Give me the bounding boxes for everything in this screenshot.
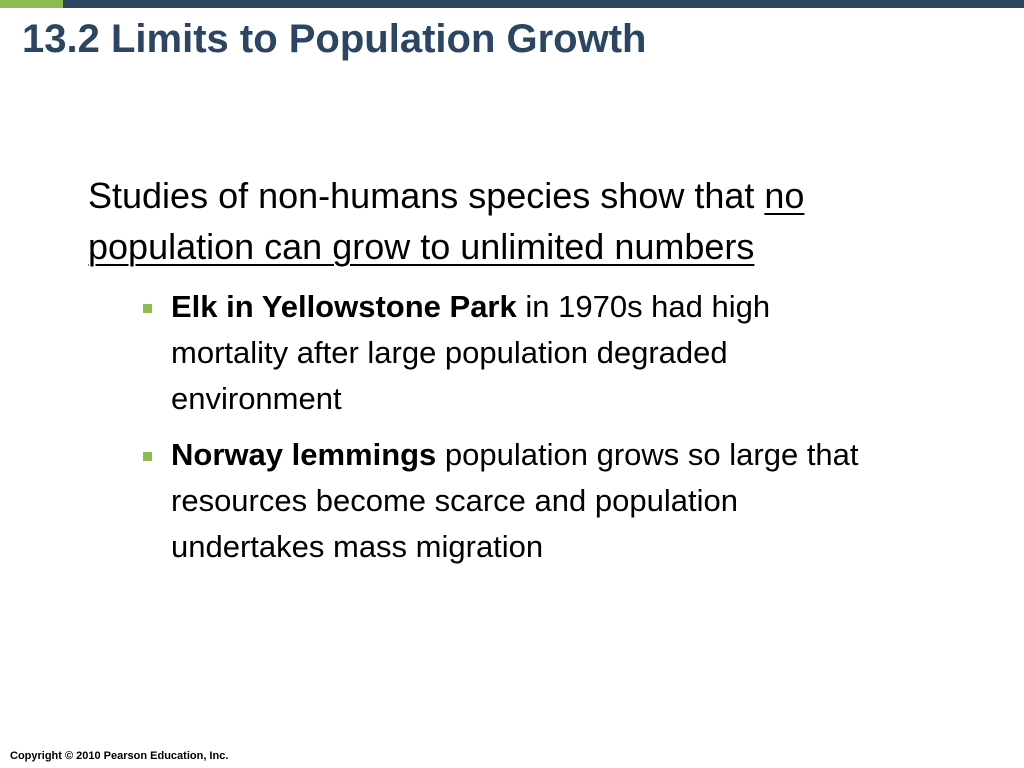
bullet-item-bold: Elk in Yellowstone Park bbox=[171, 289, 517, 324]
slide-body bbox=[88, 170, 968, 580]
main-point bbox=[88, 170, 968, 272]
main-point-text: Studies of non-humans species show that bbox=[88, 175, 765, 216]
bullet-item-lemmings bbox=[88, 432, 868, 570]
main-point-underlined: no population can grow to unlimited numbers bbox=[88, 175, 805, 267]
top-accent-bar bbox=[0, 0, 1024, 8]
square-bullet-icon bbox=[143, 452, 152, 461]
bullet-item-text: population grows so large that resources become scarce and population undertakes mass migration bbox=[171, 437, 859, 564]
square-bullet-icon bbox=[143, 304, 152, 313]
top-accent-bar-green bbox=[0, 0, 63, 8]
copyright-footer: Copyright © 2010 Pearson Education, Inc. bbox=[10, 750, 229, 762]
top-accent-bar-blue bbox=[63, 0, 1024, 8]
bullet-item-text: in 1970s had high mortality after large population degraded environment bbox=[171, 289, 771, 416]
bullet-item-bold: Norway lemmings bbox=[171, 437, 437, 472]
slide-title: 13.2 Limits to Population Growth bbox=[22, 17, 647, 61]
bullet-item-elk bbox=[88, 284, 868, 422]
bullet-list bbox=[88, 284, 868, 570]
